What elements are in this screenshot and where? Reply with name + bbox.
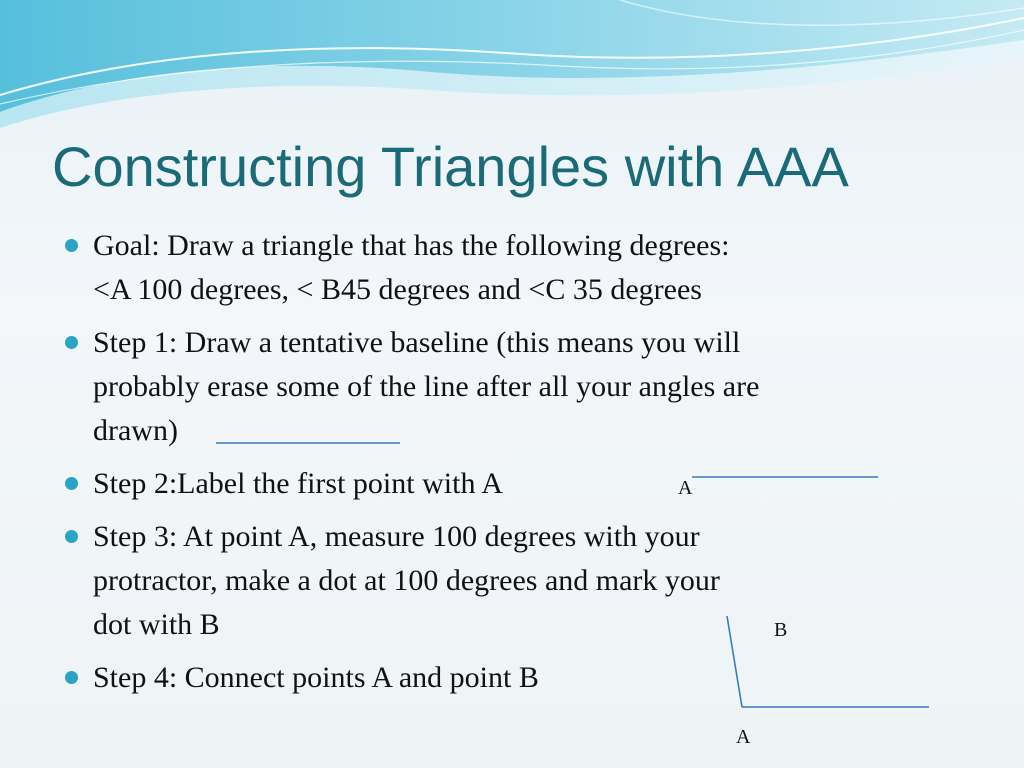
step4-point-b-label: B <box>774 619 788 641</box>
bullet-step-4 <box>62 656 982 700</box>
decorative-wave-banner <box>0 0 1024 130</box>
step2-point-a-label: A <box>678 477 693 499</box>
bullet-text: Step 4: Connect points A and point B <box>93 661 539 694</box>
bullet-goal <box>62 224 982 312</box>
bullet-step-3 <box>62 515 982 647</box>
bullet-dot-icon <box>65 239 78 252</box>
bullet-step-1 <box>62 321 982 453</box>
bullet-text: Goal: Draw a triangle that has the following degrees: <A 100 degrees, < B45 degrees and <C 35 degrees <box>93 229 730 306</box>
bullet-step-2 <box>62 462 982 506</box>
step4-point-a-label: A <box>736 726 751 748</box>
bullet-dot-icon <box>65 671 78 684</box>
bullet-list <box>62 224 982 709</box>
bullet-text: Step 2:Label the first point with A <box>93 467 503 500</box>
bullet-dot-icon <box>65 530 78 543</box>
bullet-text: Step 1: Draw a tentative baseline (this means you will probably erase some of the line after all your angles are drawn) <box>93 326 760 447</box>
bullet-dot-icon <box>65 477 78 490</box>
bullet-text: Step 3: At point A, measure 100 degrees with your protractor, make a dot at 100 degrees and mark your dot with B <box>93 520 720 641</box>
slide-title: Constructing Triangles with AAA <box>52 135 849 198</box>
bullet-dot-icon <box>65 336 78 349</box>
